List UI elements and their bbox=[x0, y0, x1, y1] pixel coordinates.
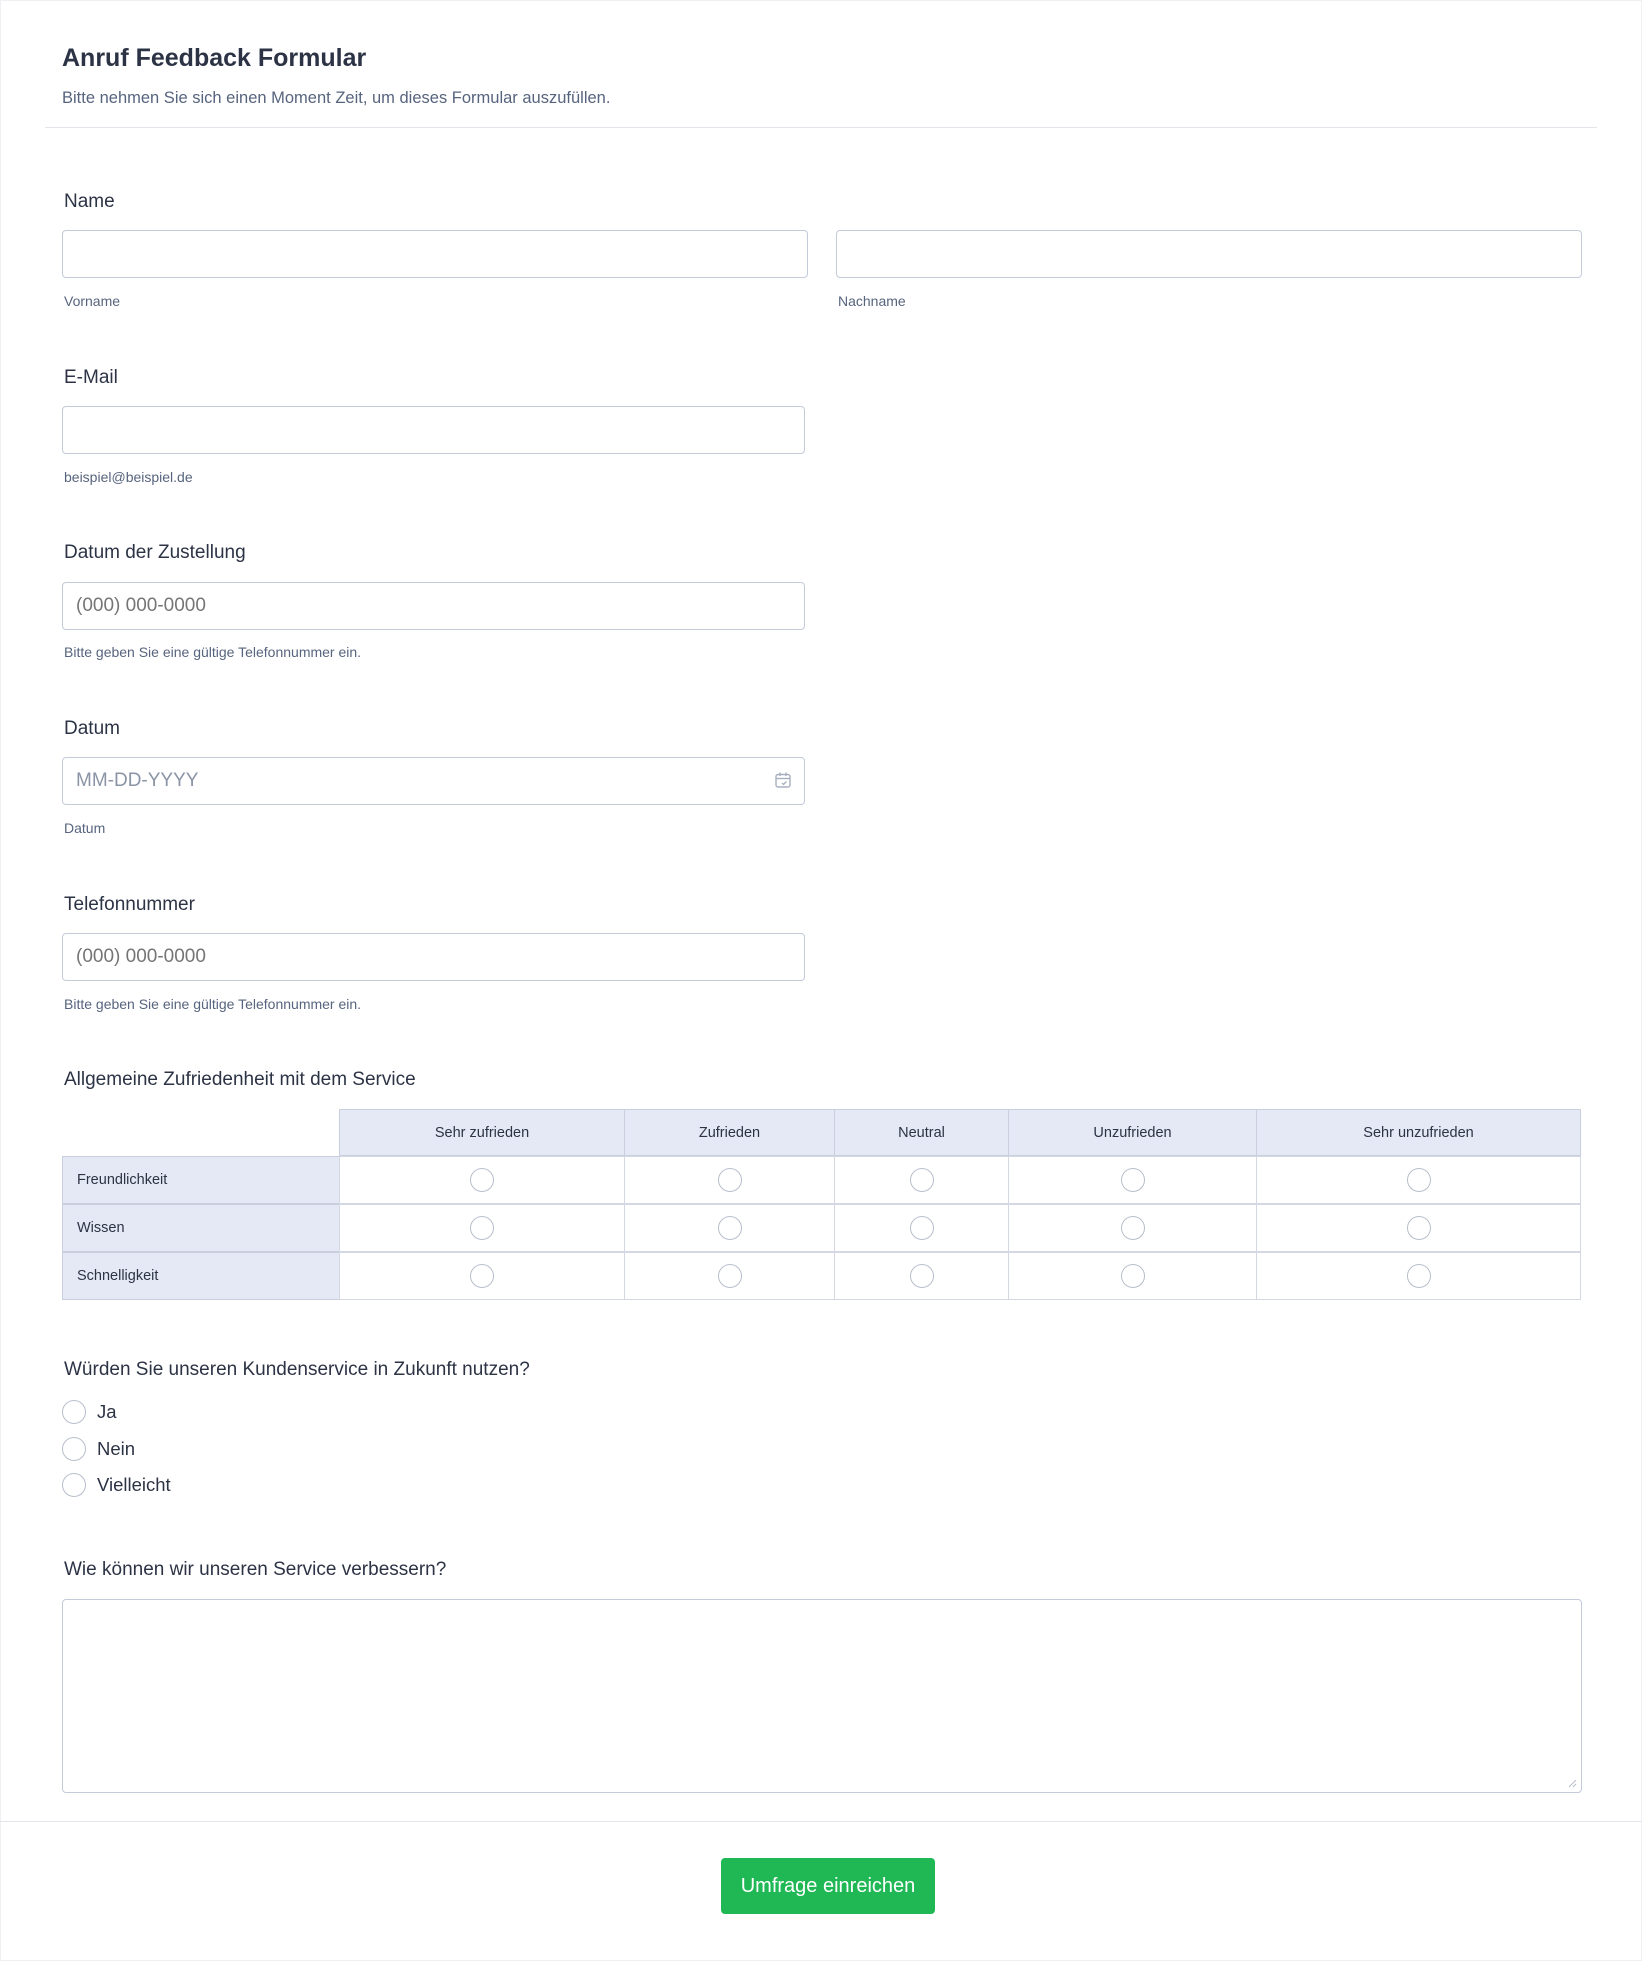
matrix-radio[interactable] bbox=[1407, 1216, 1431, 1240]
delivery-date-sublabel: Bitte geben Sie eine gültige Telefonnummer ein. bbox=[64, 644, 362, 660]
matrix-cell[interactable] bbox=[339, 1204, 625, 1252]
matrix-radio[interactable] bbox=[718, 1216, 742, 1240]
matrix-radio[interactable] bbox=[910, 1168, 934, 1192]
date-sublabel: Datum bbox=[64, 820, 106, 836]
matrix-radio[interactable] bbox=[1407, 1168, 1431, 1192]
matrix-column-header: Sehr unzufrieden bbox=[1256, 1109, 1581, 1156]
matrix-cell[interactable] bbox=[1008, 1252, 1257, 1300]
matrix-cell[interactable] bbox=[834, 1156, 1009, 1204]
last-name-sublabel: Nachname bbox=[838, 293, 906, 309]
matrix-radio[interactable] bbox=[1121, 1168, 1145, 1192]
radio-option-label: Vielleicht bbox=[97, 1474, 171, 1495]
matrix-column-header: Neutral bbox=[834, 1109, 1009, 1156]
radio-button[interactable] bbox=[62, 1473, 86, 1497]
matrix-cell[interactable] bbox=[624, 1204, 835, 1252]
matrix-radio[interactable] bbox=[718, 1264, 742, 1288]
matrix-cell[interactable] bbox=[624, 1252, 835, 1300]
first-name-input[interactable] bbox=[62, 230, 808, 278]
matrix-row-label: Schnelligkeit bbox=[62, 1252, 340, 1300]
matrix-radio[interactable] bbox=[910, 1264, 934, 1288]
phone-sublabel: Bitte geben Sie eine gültige Telefonnummer ein. bbox=[64, 996, 362, 1012]
matrix-radio[interactable] bbox=[470, 1216, 494, 1240]
matrix-cell[interactable] bbox=[339, 1252, 625, 1300]
matrix-cell[interactable] bbox=[1256, 1252, 1581, 1300]
satisfaction-matrix bbox=[62, 1109, 1581, 1300]
matrix-cell[interactable] bbox=[834, 1252, 1009, 1300]
matrix-cell[interactable] bbox=[624, 1156, 835, 1204]
footer-divider bbox=[0, 1821, 1642, 1822]
matrix-cell[interactable] bbox=[1008, 1156, 1257, 1204]
header-divider bbox=[45, 127, 1597, 128]
matrix-column-header: Unzufrieden bbox=[1008, 1109, 1257, 1156]
radio-button[interactable] bbox=[62, 1400, 86, 1424]
date-label: Datum bbox=[64, 718, 120, 739]
form-subtitle: Bitte nehmen Sie sich einen Moment Zeit, um dieses Formular auszufüllen. bbox=[62, 89, 611, 107]
last-name-input[interactable] bbox=[836, 230, 1582, 278]
delivery-date-label: Datum der Zustellung bbox=[64, 542, 246, 563]
improve-textarea[interactable] bbox=[62, 1599, 1582, 1793]
matrix-radio[interactable] bbox=[1121, 1264, 1145, 1288]
email-sublabel: beispiel@beispiel.de bbox=[64, 469, 193, 485]
matrix-radio[interactable] bbox=[1407, 1264, 1431, 1288]
email-input[interactable] bbox=[62, 406, 805, 454]
matrix-column-header: Sehr zufrieden bbox=[339, 1109, 625, 1156]
form-header bbox=[62, 40, 1598, 110]
first-name-sublabel: Vorname bbox=[64, 293, 121, 309]
matrix-radio[interactable] bbox=[470, 1168, 494, 1192]
matrix-radio[interactable] bbox=[910, 1216, 934, 1240]
radio-option-label: Nein bbox=[97, 1438, 136, 1459]
radio-option-label: Ja bbox=[97, 1401, 117, 1422]
matrix-cell[interactable] bbox=[834, 1204, 1009, 1252]
matrix-cell[interactable] bbox=[1256, 1156, 1581, 1204]
date-input[interactable] bbox=[62, 757, 805, 805]
matrix-cell[interactable] bbox=[1008, 1204, 1257, 1252]
radio-button[interactable] bbox=[62, 1437, 86, 1461]
email-label: E-Mail bbox=[64, 367, 118, 388]
phone-label: Telefonnummer bbox=[64, 894, 195, 915]
matrix-radio[interactable] bbox=[1121, 1216, 1145, 1240]
matrix-radio[interactable] bbox=[470, 1264, 494, 1288]
matrix-row-label: Freundlichkeit bbox=[62, 1156, 340, 1204]
matrix-cell[interactable] bbox=[339, 1156, 625, 1204]
improve-label: Wie können wir unseren Service verbessern? bbox=[64, 1559, 447, 1580]
resize-grip-icon[interactable] bbox=[1567, 1778, 1577, 1788]
matrix-row-label: Wissen bbox=[62, 1204, 340, 1252]
matrix-cell[interactable] bbox=[1256, 1204, 1581, 1252]
date-placeholder: MM-DD-YYYY bbox=[76, 770, 199, 791]
phone-input[interactable] bbox=[62, 933, 805, 981]
matrix-radio[interactable] bbox=[718, 1168, 742, 1192]
name-label: Name bbox=[64, 191, 115, 212]
delivery-date-input[interactable] bbox=[62, 582, 805, 630]
future-use-label: Würden Sie unseren Kundenservice in Zukunft nutzen? bbox=[64, 1359, 530, 1380]
matrix-column-header: Zufrieden bbox=[624, 1109, 835, 1156]
form-title: Anruf Feedback Formular bbox=[62, 44, 367, 72]
submit-button[interactable]: Umfrage einreichen bbox=[721, 1858, 935, 1914]
satisfaction-label: Allgemeine Zufriedenheit mit dem Service bbox=[64, 1069, 416, 1090]
calendar-icon[interactable] bbox=[774, 771, 792, 789]
